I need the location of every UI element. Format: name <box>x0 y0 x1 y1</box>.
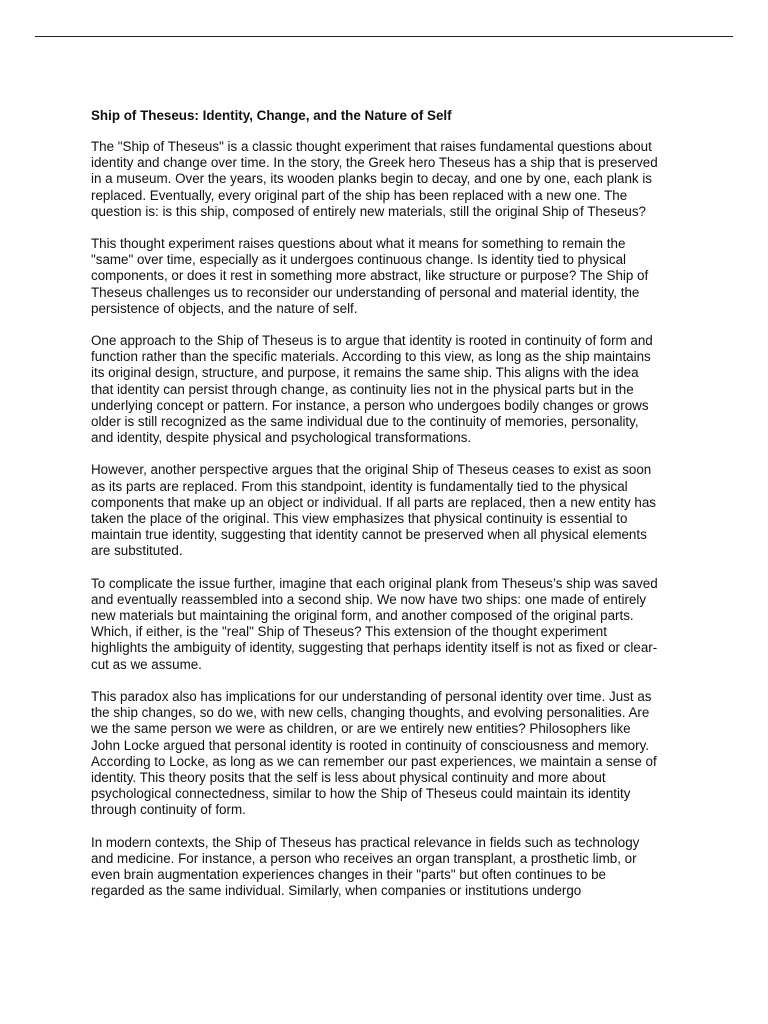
paragraph-2 <box>91 236 681 317</box>
text-line: This thought experiment raises questions about what it means for something to remain the <box>91 236 626 252</box>
text-line: new materials but maintaining the original form, and another composed of the original parts. <box>91 608 634 624</box>
text-line: regarded as the same individual. Similarly, when companies or institutions undergo <box>91 883 582 899</box>
text-line: we the same person we were as children, or are we entirely new entities? Philosophers like <box>91 721 631 737</box>
text-line: function rather than the specific materials. According to this view, as long as the ship maintains <box>91 349 651 365</box>
text-line: psychological connectedness, similar to how the Ship of Theseus could maintain its identity <box>91 786 631 802</box>
text-line: John Locke argued that personal identity is rooted in continuity of consciousness and memory. <box>91 737 650 753</box>
text-line: highlights the ambiguity of identity, suggesting that perhaps identity itself is not as fixed or clear- <box>91 640 658 656</box>
text-line: and identity, despite physical and psychological transformations. <box>91 430 472 446</box>
text-line: underlying concept or pattern. For instance, a person who undergoes bodily changes or grows <box>91 397 649 413</box>
text-line: The "Ship of Theseus" is a classic thought experiment that raises fundamental questions about <box>91 139 652 154</box>
text-line: In modern contexts, the Ship of Theseus has practical relevance in fields such as technology <box>91 834 640 850</box>
paragraph-1 <box>91 139 681 220</box>
document-body <box>91 108 681 915</box>
text-line: According to Locke, as long as we can remember our past experiences, we maintain a sense of <box>91 753 657 769</box>
text-line: are substituted. <box>91 543 183 559</box>
paragraph-3 <box>91 333 681 446</box>
text-line: and medicine. For instance, a person who receives an organ transplant, a prosthetic limb, or <box>91 850 637 866</box>
text-line: its original design, structure, and purpose, it remains the same ship. This aligns with the idea <box>91 365 639 381</box>
text-line: through continuity of form. <box>91 802 246 818</box>
text-line: identity and change over time. In the story, the Greek hero Theseus has a ship that is preserved <box>91 155 658 171</box>
text-line: taken the place of the original. This view emphasizes that physical continuity is essential to <box>91 511 628 527</box>
text-line: identity. This theory posits that the self is less about physical continuity and more about <box>91 769 606 785</box>
text-line: This paradox also has implications for our understanding of personal identity over time. Just as <box>91 688 652 704</box>
text-line: question is: is this ship, composed of entirely new materials, still the original Ship of Theseus? <box>91 203 646 219</box>
text-line: even brain augmentation experiences changes in their "parts" but often continues to be <box>91 866 606 882</box>
paragraph-4 <box>91 462 681 559</box>
paragraph-6 <box>91 689 681 819</box>
text-line: "same" over time, especially as it undergoes continuous change. Is identity tied to physical <box>91 252 627 268</box>
text-line: components that make up an object or individual. If all parts are replaced, then a new entity has <box>91 494 656 510</box>
text-line: in a museum. Over the years, its wooden planks begin to decay, and one by one, each plank is <box>91 171 653 187</box>
text-line: older is still recognized as the same individual due to the continuity of memories, personality, <box>91 414 639 430</box>
header-rule <box>35 36 733 37</box>
text-line: persistence of objects, and the nature of self. <box>91 300 358 316</box>
text-line: cut as we assume. <box>91 656 202 672</box>
text-line: One approach to the Ship of Theseus is to argue that identity is rooted in continuity of form and <box>91 333 653 349</box>
text-line: Which, if either, is the "real" Ship of Theseus? This extension of the thought experiment <box>91 624 607 640</box>
text-line: as its parts are replaced. From this standpoint, identity is fundamentally tied to the physical <box>91 478 628 494</box>
text-line: components, or does it rest in something more abstract, like structure or purpose? The Ship of <box>91 268 649 284</box>
text-line: replaced. Eventually, every original part of the ship has been replaced with a new one. The <box>91 187 628 203</box>
paragraph-7 <box>91 835 681 900</box>
text-line: Theseus challenges us to reconsider our understanding of personal and material identity, the <box>91 284 640 300</box>
document-title: Ship of Theseus: Identity, Change, and the Nature of Self <box>91 108 452 123</box>
text-line: However, another perspective argues that the original Ship of Theseus ceases to exist as soon <box>91 462 652 478</box>
text-line: and eventually reassembled into a second ship. We now have two ships: one made of entirely <box>91 591 647 607</box>
paragraph-5 <box>91 576 681 673</box>
text-line: that identity can persist through change, as continuity lies not in the physical parts but in the <box>91 381 634 397</box>
text-line: maintain true identity, suggesting that identity cannot be preserved when all physical elements <box>91 527 647 543</box>
text-line: the ship changes, so do we, with new cells, changing thoughts, and evolving personalities. Are <box>91 705 650 721</box>
text-line: To complicate the issue further, imagine that each original plank from Theseus’s ship was saved <box>91 575 658 591</box>
